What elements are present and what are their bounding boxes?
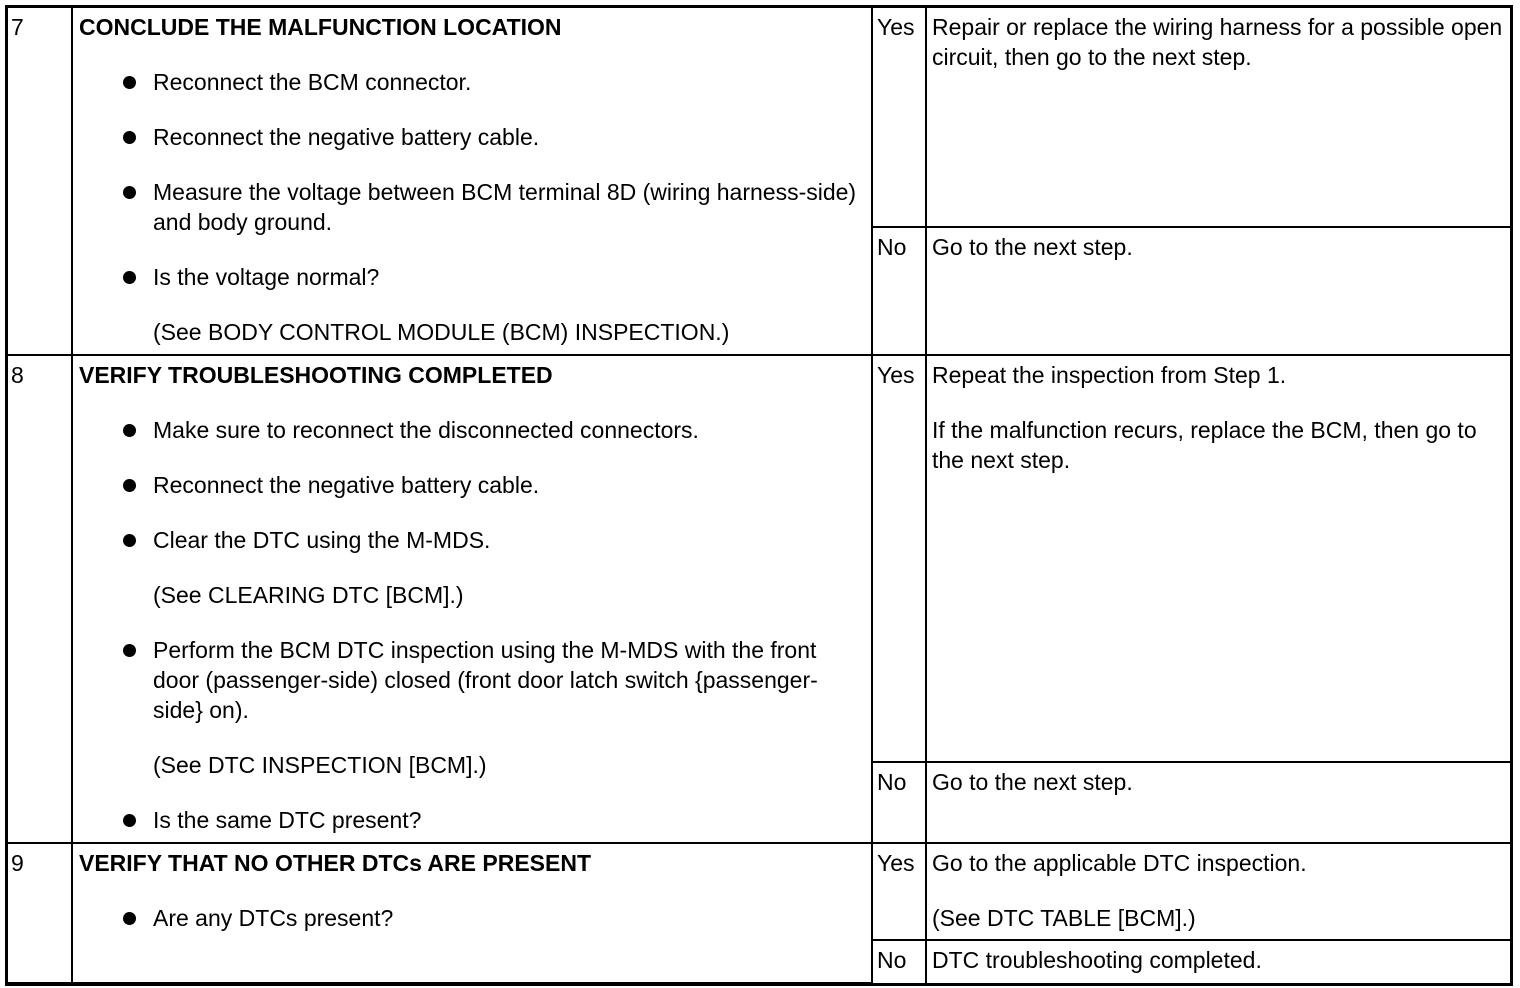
no-label: No	[872, 227, 926, 355]
no-action: Go to the next step.	[926, 762, 1510, 843]
step-procedure	[72, 8, 872, 355]
step-8-yes-row	[8, 355, 1510, 762]
no-label: No	[872, 762, 926, 843]
bullet-icon	[123, 76, 136, 89]
step-number: 9	[8, 843, 72, 983]
reference-note: (See DTC INSPECTION [BCM].)	[153, 752, 487, 778]
step-procedure	[72, 355, 872, 843]
bullet-icon	[123, 912, 136, 925]
step-title: VERIFY THAT NO OTHER DTCs ARE PRESENT	[79, 850, 592, 876]
list-item: Is the voltage normal?	[79, 262, 863, 292]
bullet-icon	[123, 644, 136, 657]
list-item: Reconnect the BCM connector.	[79, 67, 863, 97]
step-7-yes-row	[8, 8, 1510, 227]
yes-action: Repair or replace the wiring harness for a possible open circuit, then go to the next step.	[926, 8, 1510, 227]
step-number: 8	[8, 355, 72, 843]
bullet-icon	[123, 479, 136, 492]
bullet-list	[79, 903, 863, 933]
list-item: Measure the voltage between BCM terminal 8D (wiring harness-side) and body ground.	[79, 177, 863, 237]
yes-action: Go to the applicable DTC inspection. (See DTC TABLE [BCM].)	[926, 843, 1510, 940]
step-title: CONCLUDE THE MALFUNCTION LOCATION	[79, 14, 562, 40]
yes-label: Yes	[872, 843, 926, 940]
no-label: No	[872, 940, 926, 983]
step-title: VERIFY TROUBLESHOOTING COMPLETED	[79, 362, 553, 388]
bullet-icon	[123, 534, 136, 547]
bullet-icon	[123, 131, 136, 144]
bullet-icon	[123, 271, 136, 284]
bullet-list	[79, 635, 863, 725]
list-item: Clear the DTC using the M-MDS.	[79, 525, 863, 555]
yes-label: Yes	[872, 355, 926, 762]
no-action: DTC troubleshooting completed.	[926, 940, 1510, 983]
step-9-yes-row	[8, 843, 1510, 940]
list-item: Make sure to reconnect the disconnected connectors.	[79, 415, 863, 445]
bullet-list	[79, 805, 863, 835]
reference-note: (See CLEARING DTC [BCM].)	[153, 582, 464, 608]
yes-label: Yes	[872, 8, 926, 227]
step-procedure	[72, 843, 872, 983]
bullet-list	[79, 415, 863, 555]
yes-action: Repeat the inspection from Step 1. If the malfunction recurs, replace the BCM, then go to the next step.	[926, 355, 1510, 762]
bullet-list	[79, 67, 863, 292]
troubleshooting-table-frame	[5, 5, 1513, 986]
list-item: Perform the BCM DTC inspection using the M-MDS with the front door (passenger-side) closed (front door latch switch {passenger-side} on).	[79, 635, 863, 725]
step-number: 7	[8, 8, 72, 355]
list-item: Reconnect the negative battery cable.	[79, 470, 863, 500]
list-item: Are any DTCs present?	[79, 903, 863, 933]
list-item: Reconnect the negative battery cable.	[79, 122, 863, 152]
bullet-icon	[123, 424, 136, 437]
bullet-icon	[123, 186, 136, 199]
list-item: Is the same DTC present?	[79, 805, 863, 835]
no-action: Go to the next step.	[926, 227, 1510, 355]
reference-note: (See BODY CONTROL MODULE (BCM) INSPECTION.)	[153, 319, 730, 345]
bullet-icon	[123, 814, 136, 827]
troubleshooting-table	[8, 8, 1510, 984]
